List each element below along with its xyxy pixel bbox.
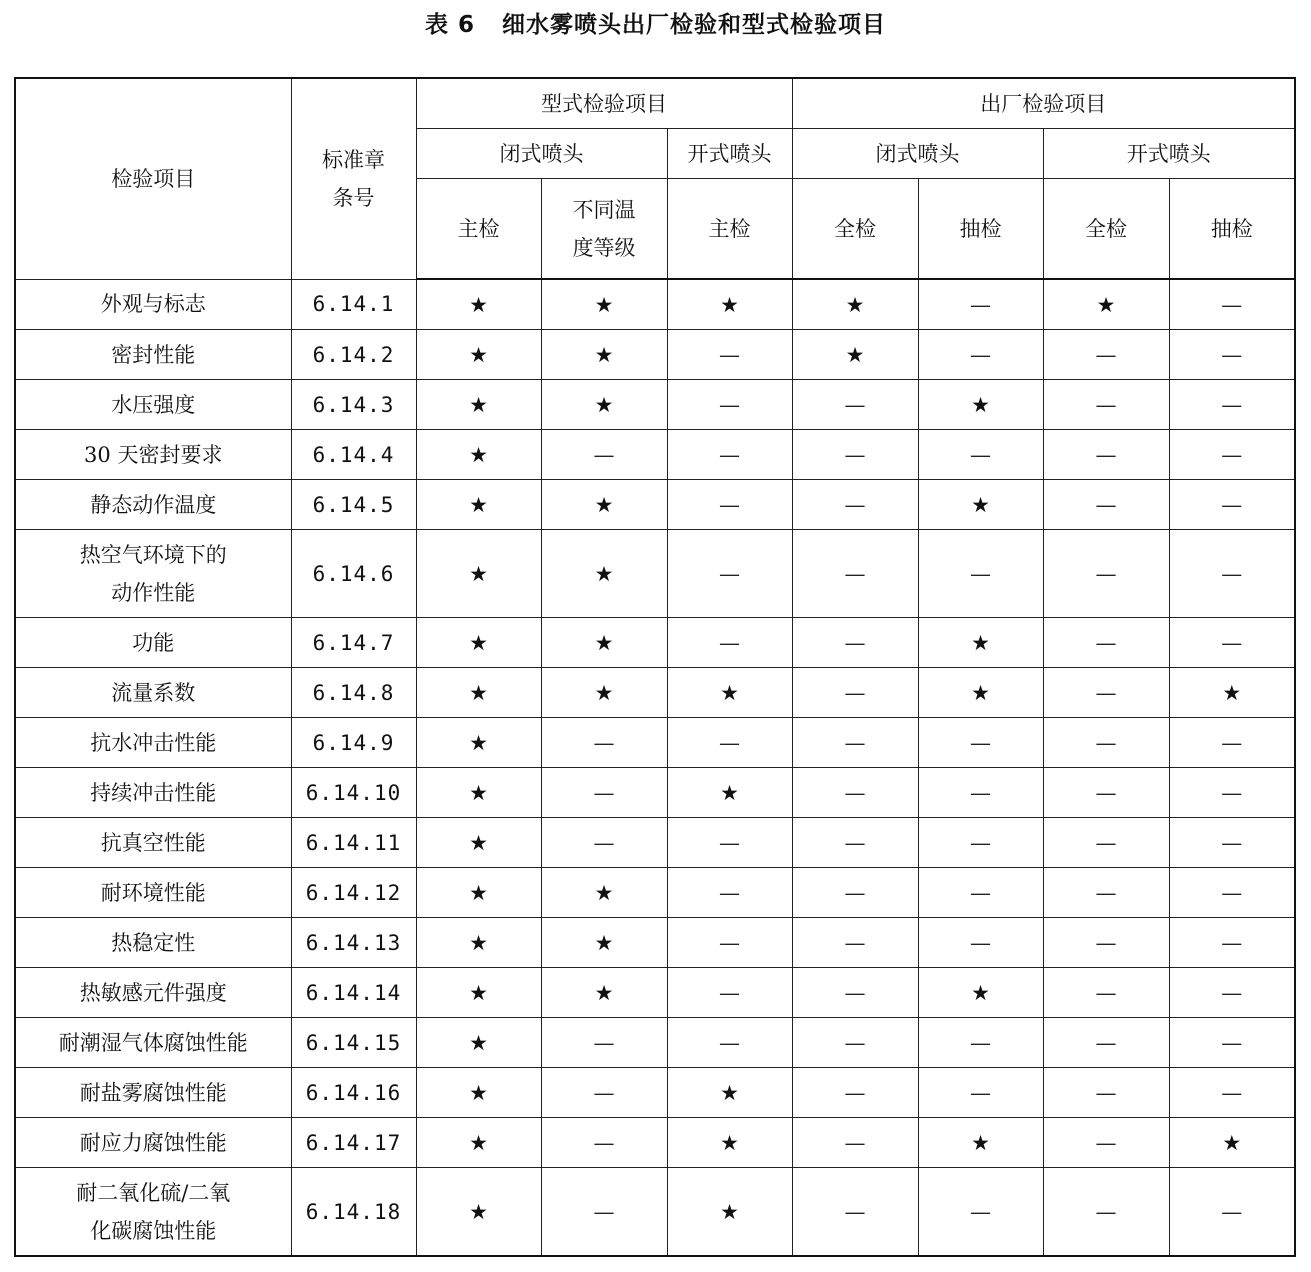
- table-row: [15, 1118, 1295, 1168]
- star-icon: ★: [541, 380, 667, 430]
- header-factory-closed-sample: 抽检: [918, 179, 1043, 280]
- dash-mark: —: [792, 430, 918, 480]
- star-icon: ★: [416, 1168, 541, 1257]
- row-clause: 6.14.4: [291, 430, 416, 480]
- dash-mark: —: [792, 818, 918, 868]
- star-icon: ★: [792, 330, 918, 380]
- dash-mark: —: [667, 818, 792, 868]
- row-clause: 6.14.16: [291, 1068, 416, 1118]
- dash-mark: —: [792, 1068, 918, 1118]
- dash-mark: —: [792, 668, 918, 718]
- row-item: [15, 1168, 291, 1257]
- table-row: [15, 430, 1295, 480]
- row-clause: 6.14.15: [291, 1018, 416, 1068]
- row-clause: 6.14.13: [291, 918, 416, 968]
- star-icon: ★: [1043, 279, 1169, 330]
- header-factory-inspection: 出厂检验项目: [792, 78, 1295, 129]
- dash-mark: —: [1169, 330, 1295, 380]
- row-item: 耐潮湿气体腐蚀性能: [15, 1018, 291, 1068]
- header-factory-open-full: 全检: [1043, 179, 1169, 280]
- star-icon: ★: [541, 530, 667, 618]
- dash-mark: —: [1169, 618, 1295, 668]
- table-row: [15, 968, 1295, 1018]
- dash-mark: —: [1169, 430, 1295, 480]
- dash-mark: —: [1043, 618, 1169, 668]
- dash-mark: —: [918, 918, 1043, 968]
- star-icon: ★: [541, 279, 667, 330]
- row-item: 耐应力腐蚀性能: [15, 1118, 291, 1168]
- dash-mark: —: [1043, 430, 1169, 480]
- star-icon: ★: [416, 618, 541, 668]
- table-row: [15, 918, 1295, 968]
- star-icon: ★: [918, 618, 1043, 668]
- header-factory-open-sample: 抽检: [1169, 179, 1295, 280]
- dash-mark: —: [918, 768, 1043, 818]
- dash-mark: —: [1169, 818, 1295, 868]
- dash-mark: —: [667, 530, 792, 618]
- dash-mark: —: [792, 618, 918, 668]
- row-clause: 6.14.11: [291, 818, 416, 868]
- star-icon: ★: [541, 618, 667, 668]
- star-icon: ★: [541, 330, 667, 380]
- star-icon: ★: [918, 1118, 1043, 1168]
- dash-mark: —: [541, 718, 667, 768]
- star-icon: ★: [416, 818, 541, 868]
- table-row: [15, 868, 1295, 918]
- table-row: [15, 1168, 1295, 1257]
- dash-mark: —: [667, 430, 792, 480]
- header-factory-closed-full: 全检: [792, 179, 918, 280]
- dash-mark: —: [667, 480, 792, 530]
- header-type-open-head: 开式喷头: [667, 129, 792, 179]
- row-clause: 6.14.18: [291, 1168, 416, 1257]
- star-icon: ★: [667, 1168, 792, 1257]
- dash-mark: —: [918, 718, 1043, 768]
- row-item: 流量系数: [15, 668, 291, 718]
- dash-mark: —: [1169, 768, 1295, 818]
- dash-mark: —: [918, 530, 1043, 618]
- star-icon: ★: [541, 668, 667, 718]
- dash-mark: —: [1043, 380, 1169, 430]
- star-icon: ★: [918, 668, 1043, 718]
- dash-mark: —: [667, 968, 792, 1018]
- dash-mark: —: [541, 1118, 667, 1168]
- dash-mark: —: [1169, 1068, 1295, 1118]
- dash-mark: —: [1043, 1018, 1169, 1068]
- table-row: [15, 668, 1295, 718]
- row-item: 热敏感元件强度: [15, 968, 291, 1018]
- dash-mark: —: [792, 480, 918, 530]
- dash-mark: —: [792, 968, 918, 1018]
- star-icon: ★: [918, 968, 1043, 1018]
- row-clause: 6.14.3: [291, 380, 416, 430]
- dash-mark: —: [1043, 768, 1169, 818]
- dash-mark: —: [1169, 480, 1295, 530]
- row-item: 30 天密封要求: [15, 430, 291, 480]
- dash-mark: —: [1043, 1118, 1169, 1168]
- row-item: 水压强度: [15, 380, 291, 430]
- header-factory-closed-head: 闭式喷头: [792, 129, 1043, 179]
- star-icon: ★: [918, 380, 1043, 430]
- header-type-closed-main: 主检: [416, 179, 541, 280]
- dash-mark: —: [541, 1168, 667, 1257]
- dash-mark: —: [1169, 279, 1295, 330]
- dash-mark: —: [918, 330, 1043, 380]
- header-clause-line1: 标准章: [322, 147, 385, 172]
- star-icon: ★: [416, 718, 541, 768]
- dash-mark: —: [1043, 918, 1169, 968]
- row-clause: 6.14.17: [291, 1118, 416, 1168]
- dash-mark: —: [918, 279, 1043, 330]
- star-icon: ★: [416, 1018, 541, 1068]
- star-icon: ★: [541, 918, 667, 968]
- star-icon: ★: [667, 1068, 792, 1118]
- star-icon: ★: [918, 480, 1043, 530]
- star-icon: ★: [416, 868, 541, 918]
- star-icon: ★: [416, 668, 541, 718]
- row-clause: 6.14.14: [291, 968, 416, 1018]
- dash-mark: —: [918, 1018, 1043, 1068]
- row-clause: 6.14.6: [291, 530, 416, 618]
- dash-mark: —: [792, 768, 918, 818]
- star-icon: ★: [416, 279, 541, 330]
- dash-mark: —: [1169, 918, 1295, 968]
- dash-mark: —: [1043, 968, 1169, 1018]
- header-diff-temp-line1: 不同温: [572, 197, 636, 222]
- header-type-inspection: 型式检验项目: [416, 78, 792, 129]
- dash-mark: —: [1169, 380, 1295, 430]
- table-title: 表 6 细水雾喷头出厂检验和型式检验项目: [424, 12, 887, 38]
- dash-mark: —: [918, 430, 1043, 480]
- dash-mark: —: [918, 868, 1043, 918]
- star-icon: ★: [541, 968, 667, 1018]
- dash-mark: —: [541, 430, 667, 480]
- dash-mark: —: [792, 1118, 918, 1168]
- table-row: [15, 618, 1295, 668]
- dash-mark: —: [667, 618, 792, 668]
- dash-mark: —: [1169, 718, 1295, 768]
- star-icon: ★: [792, 279, 918, 330]
- star-icon: ★: [416, 1068, 541, 1118]
- dash-mark: —: [1043, 1168, 1169, 1257]
- dash-mark: —: [1043, 668, 1169, 718]
- dash-mark: —: [541, 1068, 667, 1118]
- dash-mark: —: [667, 330, 792, 380]
- star-icon: ★: [416, 480, 541, 530]
- dash-mark: —: [667, 380, 792, 430]
- row-item: 抗水冲击性能: [15, 718, 291, 768]
- dash-mark: —: [792, 530, 918, 618]
- row-item: 静态动作温度: [15, 480, 291, 530]
- header-factory-open-head: 开式喷头: [1043, 129, 1295, 179]
- star-icon: ★: [416, 968, 541, 1018]
- row-item: [15, 530, 291, 618]
- dash-mark: —: [667, 718, 792, 768]
- dash-mark: —: [1169, 530, 1295, 618]
- dash-mark: —: [1043, 480, 1169, 530]
- row-item: 抗真空性能: [15, 818, 291, 868]
- row-item: 热稳定性: [15, 918, 291, 968]
- dash-mark: —: [667, 1018, 792, 1068]
- row-item: 耐盐雾腐蚀性能: [15, 1068, 291, 1118]
- table-row: [15, 718, 1295, 768]
- star-icon: ★: [667, 279, 792, 330]
- header-type-open-main: 主检: [667, 179, 792, 280]
- row-item: 持续冲击性能: [15, 768, 291, 818]
- star-icon: ★: [667, 1118, 792, 1168]
- header-clause-line2: 条号: [332, 185, 375, 210]
- star-icon: ★: [416, 768, 541, 818]
- table-row: [15, 818, 1295, 868]
- dash-mark: —: [918, 1168, 1043, 1257]
- table-row: [15, 530, 1295, 618]
- star-icon: ★: [416, 1118, 541, 1168]
- row-clause: 6.14.5: [291, 480, 416, 530]
- star-icon: ★: [416, 330, 541, 380]
- header-item: 检验项目: [15, 78, 291, 279]
- star-icon: ★: [667, 668, 792, 718]
- row-item-line2: 动作性能: [111, 580, 196, 605]
- dash-mark: —: [792, 1168, 918, 1257]
- star-icon: ★: [416, 530, 541, 618]
- header-type-closed-head: 闭式喷头: [416, 129, 667, 179]
- star-icon: ★: [416, 918, 541, 968]
- table-row: [15, 480, 1295, 530]
- header-clause: [291, 78, 416, 279]
- dash-mark: —: [1043, 868, 1169, 918]
- dash-mark: —: [792, 918, 918, 968]
- row-clause: 6.14.9: [291, 718, 416, 768]
- dash-mark: —: [1043, 1068, 1169, 1118]
- dash-mark: —: [541, 818, 667, 868]
- row-clause: 6.14.2: [291, 330, 416, 380]
- header-type-closed-diff-temp: [541, 179, 667, 280]
- row-item: 外观与标志: [15, 279, 291, 330]
- row-clause: 6.14.12: [291, 868, 416, 918]
- star-icon: ★: [416, 380, 541, 430]
- row-item: 耐环境性能: [15, 868, 291, 918]
- star-icon: ★: [1169, 668, 1295, 718]
- dash-mark: —: [1169, 868, 1295, 918]
- dash-mark: —: [541, 1018, 667, 1068]
- table-row: [15, 768, 1295, 818]
- dash-mark: —: [792, 1018, 918, 1068]
- table-row: [15, 1068, 1295, 1118]
- dash-mark: —: [541, 768, 667, 818]
- row-item: 密封性能: [15, 330, 291, 380]
- dash-mark: —: [667, 918, 792, 968]
- row-clause: 6.14.10: [291, 768, 416, 818]
- dash-mark: —: [667, 868, 792, 918]
- dash-mark: —: [1043, 530, 1169, 618]
- dash-mark: —: [1043, 718, 1169, 768]
- dash-mark: —: [1043, 330, 1169, 380]
- star-icon: ★: [416, 430, 541, 480]
- dash-mark: —: [918, 1068, 1043, 1118]
- star-icon: ★: [541, 868, 667, 918]
- star-icon: ★: [1169, 1118, 1295, 1168]
- table-row: [15, 380, 1295, 430]
- inspection-table: [14, 77, 1296, 1257]
- star-icon: ★: [667, 768, 792, 818]
- row-item-line2: 化碳腐蚀性能: [90, 1218, 217, 1243]
- dash-mark: —: [792, 380, 918, 430]
- row-clause: 6.14.1: [291, 279, 416, 330]
- table-row: [15, 279, 1295, 330]
- dash-mark: —: [1043, 818, 1169, 868]
- dash-mark: —: [792, 718, 918, 768]
- table-row: [15, 1018, 1295, 1068]
- header-diff-temp-line2: 度等级: [572, 235, 636, 260]
- row-item-line1: 热空气环境下的: [79, 542, 227, 567]
- row-item-line1: 耐二氧化硫/二氧: [76, 1180, 231, 1205]
- row-clause: 6.14.7: [291, 618, 416, 668]
- table-row: [15, 330, 1295, 380]
- dash-mark: —: [1169, 1168, 1295, 1257]
- star-icon: ★: [541, 480, 667, 530]
- row-clause: 6.14.8: [291, 668, 416, 718]
- dash-mark: —: [792, 868, 918, 918]
- dash-mark: —: [918, 818, 1043, 868]
- dash-mark: —: [1169, 968, 1295, 1018]
- dash-mark: —: [1169, 1018, 1295, 1068]
- row-item: 功能: [15, 618, 291, 668]
